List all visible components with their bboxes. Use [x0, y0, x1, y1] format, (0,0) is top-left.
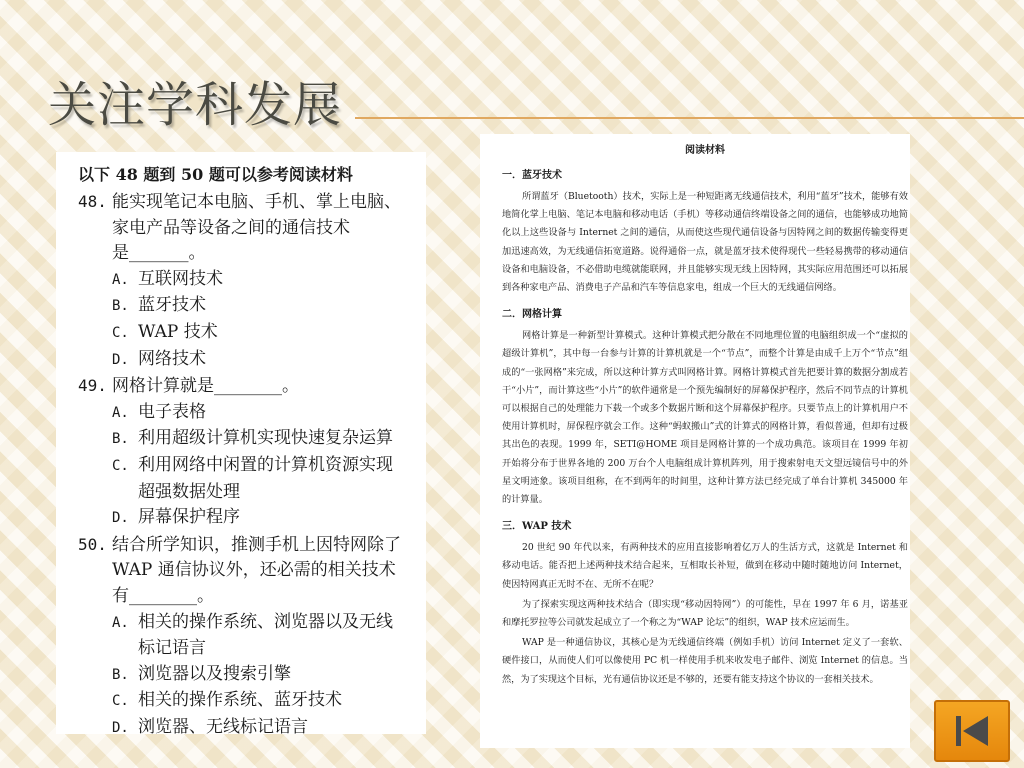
option-b: B. 浏览器以及搜索引擎 [112, 663, 291, 684]
option-d: D. 浏览器、无线标记语言 [112, 716, 308, 734]
section-bluetooth-title: 一．蓝牙技术 [502, 170, 562, 181]
option-c: C. WAP 技术 [112, 321, 218, 342]
option-a-continued: 标记语言 [138, 638, 206, 659]
question-text: 是_______。 [112, 243, 206, 264]
section-wap-title: 三．WAP 技术 [502, 521, 572, 533]
section-grid-title: 二．网格计算 [502, 309, 562, 321]
question-text: 结合所学知识，推测手机上因特网除了 [112, 534, 401, 555]
option-a: A. 电子表格 [112, 401, 206, 422]
section-grid-text: 网格计算是一种新型计算模式。这种计算模式把分散在不同地理位置的电脑组织成一个“虚拟的超级计算机”，其中每一台参与计算的计算机就是一个“节点”，而整个计算是由成千上万个“节点”组成的“一张网格”来完成，所以这种计算方式叫网格计算。网格计算模式首先把要计算的数据分割成若干“小片”，而计算这些“小片”的软件通常是一个预先编制好的屏幕保护程序，然后不同节点的计算机可以根据自己的处理能力下载一个或多个数据片断和这个屏幕保护程序。只要节点上的计算机用户不使用计算机时，屏保程序就会工作。这种“蚂蚁搬山”式的计算式的网格计算，看似普通，但却有过极其出色的表现。1999 年，SETI@HOME 项目是网格计算的一个成功典范。该项目在 1999 年初开始将分布于世界各地的 200 万台个人电脑组成计算机阵列，用于搜索射电天文望远镜信号中的外星文明迹象。该项目组称，在不到两年的时间里，这种计算方法已经完成了单台计算机 345000 年的计算量。 [502, 330, 908, 506]
question-text: 能实现笔记本电脑、手机、掌上电脑、 [112, 192, 401, 212]
section-wap-text-3: WAP 是一种通信协议，其核心是为无线通信终端（例如手机）访问 Internet 定义了一套软、硬件接口，从而使人们可以像使用 PC 机一样使用手机来收发电子邮件、浏览 Internet 的信息。当然，为了实现这个目标，光有通信协议还是不够的，还要有能支持这个协议的一套相关技术。 [502, 637, 908, 685]
questions-header: 以下 48 题到 50 题可以参考阅读材料 [78, 165, 353, 184]
question-49 [78, 373, 412, 532]
option-a: A. 相关的操作系统、浏览器以及无线 [112, 611, 393, 632]
question-text: WAP 通信协议外，还必需的相关技术 [112, 560, 396, 581]
option-c: C. 相关的操作系统、蓝牙技术 [112, 690, 342, 711]
question-number: 50. [78, 534, 107, 554]
questions-panel [56, 152, 426, 734]
question-number: 49. [78, 376, 107, 396]
question-48 [78, 189, 412, 373]
option-a: A. 互联网技术 [112, 268, 223, 289]
question-text: 有________。 [112, 585, 214, 606]
question-number: 48. [78, 192, 107, 211]
question-text: 网格计算就是________。 [112, 376, 299, 397]
reading-material-panel [480, 134, 910, 748]
first-slide-button[interactable] [934, 700, 1010, 762]
first-slide-icon [936, 702, 1008, 760]
option-b: B. 利用超级计算机实现快速复杂运算 [112, 428, 393, 449]
section-bluetooth-text: 所谓蓝牙（Bluetooth）技术，实际上是一种短距离无线通信技术，利用“蓝牙”技术，能够有效地简化掌上电脑、笔记本电脑和移动电话（手机）等移动通信终端设备之间的通信，也能够成功地简化以上这些设备与 Internet 之间的通信，从而使这些现代通信设备与因特网之间的数据传输变得更加迅速高效，为无线通信拓宽道路。说得通俗一点，就是蓝牙技术使得现代一些轻易携带的移动通信设备和电脑设备，不必借助电缆就能联网，并且能够实现无线上因特网，其实际应用范围还可以拓展到各种家电产品、消费电子产品和汽车等信息家电，组成一个巨大的无线通信网络。 [502, 191, 908, 294]
option-b: B. 蓝牙技术 [112, 295, 206, 316]
option-c: C. 利用网络中闲置的计算机资源实现 [112, 454, 393, 475]
reading-title: 阅读材料 [685, 145, 725, 156]
slide-title: 关注学科发展 [48, 77, 343, 133]
section-wap-text-1: 20 世纪 90 年代以来，有两种技术的应用直接影响着亿万人的生活方式，这就是 Internet 和移动电话。能否把上述两种技术结合起来，互相取长补短，做到在移动中随时随地访问 Internet，使因特网真正无时不在、无所不在呢？ [502, 542, 908, 590]
title-divider [355, 117, 1024, 119]
option-d: D. 网络技术 [112, 348, 206, 369]
section-wap-text-2: 为了探索实现这两种技术结合（即实现“移动因特网”）的可能性，早在 1997 年 6 月，诺基亚和摩托罗拉等公司就发起成立了一个称之为“WAP 论坛”的组织，WAP 技术应运而生。 [502, 598, 908, 629]
question-50 [78, 532, 412, 734]
option-c-continued: 超强数据处理 [138, 481, 240, 502]
option-d: D. 屏幕保护程序 [112, 507, 240, 528]
question-text: 家电产品等设备之间的通信技术 [112, 217, 350, 238]
